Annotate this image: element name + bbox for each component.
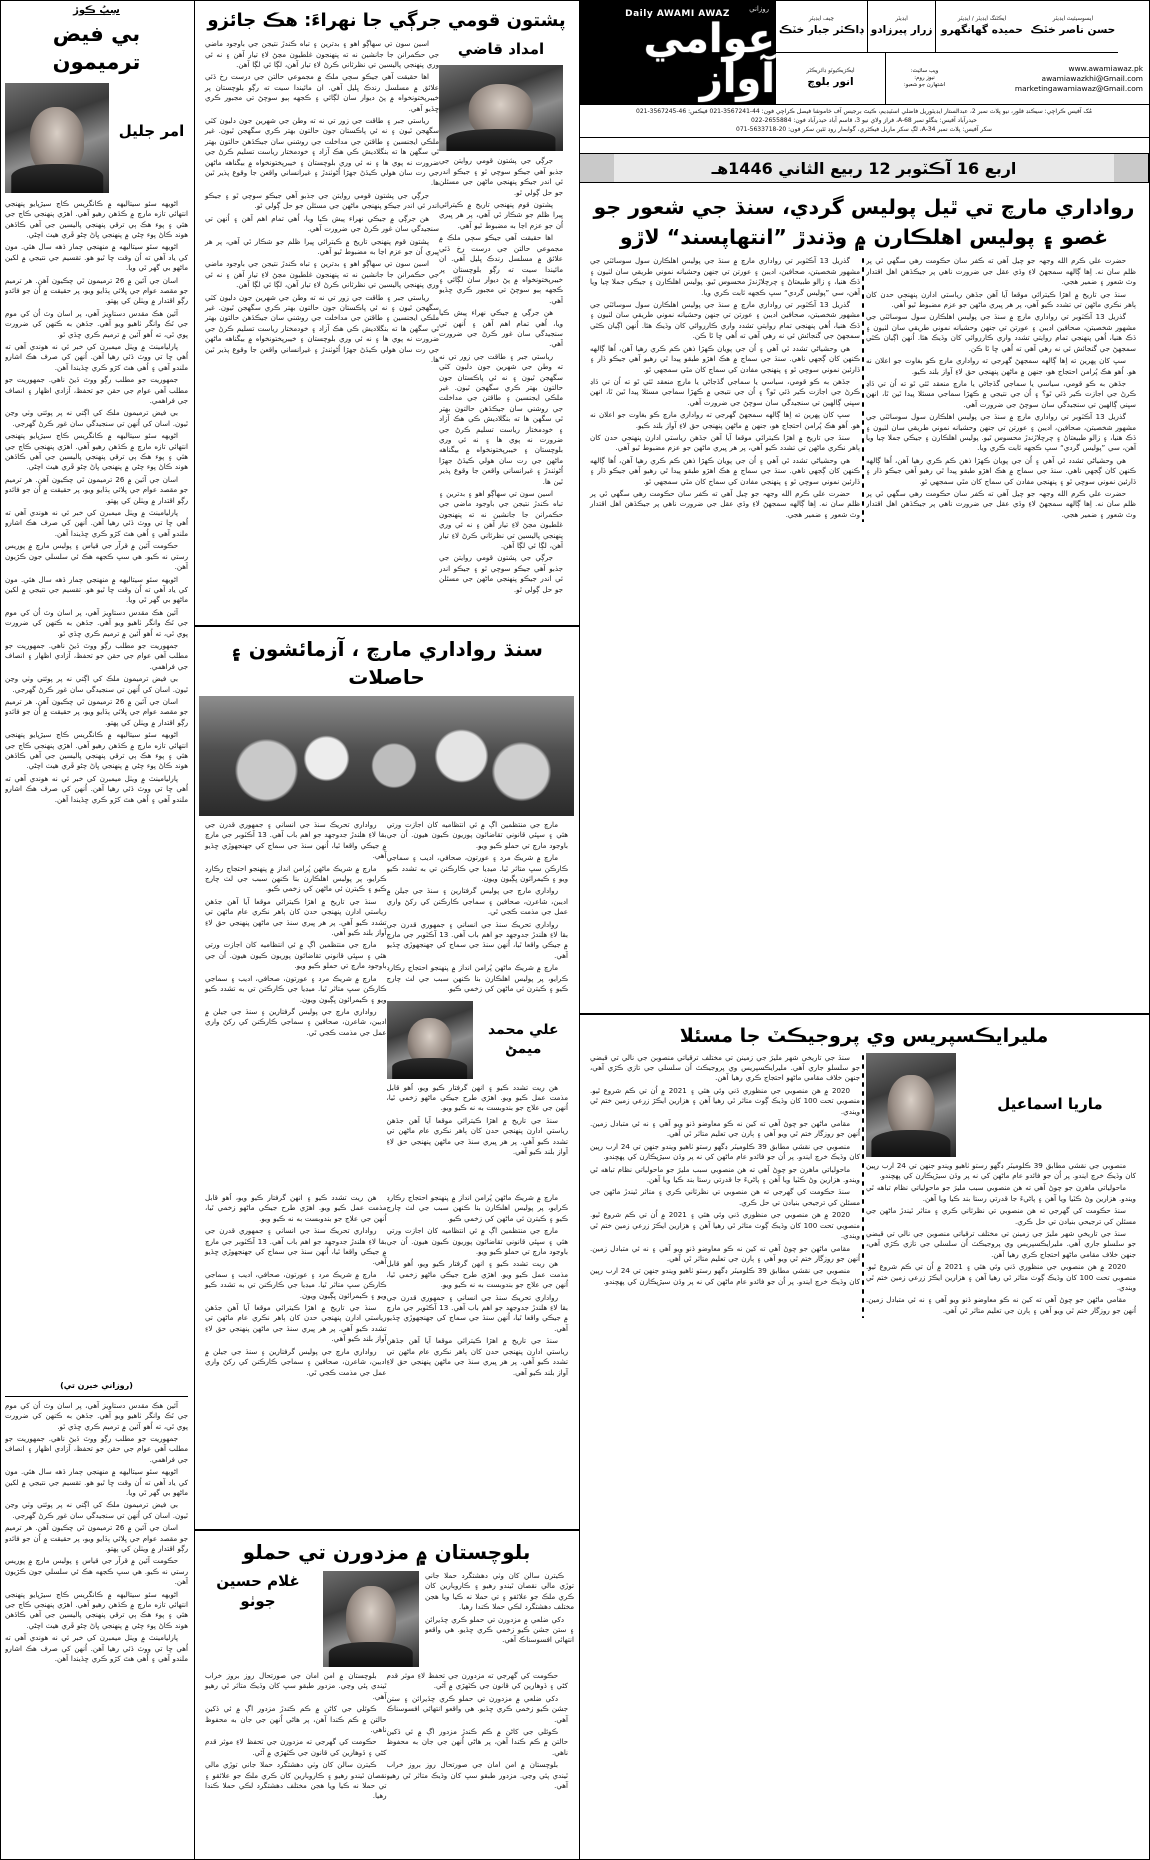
lead-body-col-right xyxy=(584,256,860,522)
secondary-byline: ماريا اسماعيل xyxy=(997,1095,1103,1114)
secondary-story xyxy=(579,1013,1149,1318)
lead-para: سڀ کان پهرين ته اِها ڳالهه سمجهڻ گهرجي ته رواداري مارچ ڪو بغاوت جو اعلان نه هو. اُهو هڪ پُرامن احتجاج هو، جنهن ۾ ماڻهن پنهنجي حق لاءِ آواز بلند ڪيو. xyxy=(590,410,860,430)
staff-role-label: چيف ايڊيٽر xyxy=(808,15,834,22)
secondary-para: منصوبي جي نقشي مطابق 39 ڪلوميٽر ڊگهو رستو ٺاهيو ويندو جنهن تي 24 ارب رپين کان وڌيڪ خرچ ايندو. پر اُن جو فائدو عام ماڻهن کي نه پر وڏن سيڙپڪارن کي پهچندو. xyxy=(866,1160,1136,1180)
staff-executive-director xyxy=(775,53,885,105)
logo-english-name: Daily AWAMI AWAZ xyxy=(625,9,730,19)
middle-top-para: پشتون قوم پنهنجي تاريخ ۾ ڪيترائي ڀيرا ظلم جو شڪار ٿي آهي، پر هر ڀيري اُن جو عزم اڃا به مضبوط ٿيو آهي. xyxy=(205,236,439,256)
secondary-para: سنڌ حڪومت کي گهرجي ته هن منصوبي تي نظرثاني ڪري ۽ متاثر ٿيندڙ ماڻهن جي مسئلن کي ترجيحي بنيادن تي حل ڪري. xyxy=(866,1206,1136,1226)
logo-arabic-name: عوامي آواز xyxy=(643,15,775,102)
secondary-para: 2020 ۾ هن منصوبي جي منظوري ڏني وئي هئي ۽ 2021 ۾ اُن تي ڪم شروع ٿيو. منصوبي تحت 100 کان وڌيڪ ڳوٺ متاثر ٿي رهيا آهن ۽ هزارين ايڪڙ زرعي زمين ختم ٿي ويندي. xyxy=(866,1262,1136,1293)
column-rule-b-c xyxy=(194,1,195,1860)
contact-labels xyxy=(885,53,963,105)
middle-mid-para: مارچ جي منتظمين اڳ ۾ ئي انتظاميه کان اجازت ورتي هئي ۽ سڀئي قانوني تقاضائون پوريون ڪيون هيون. اُن جي باوجود مارچ تي حملو ڪيو ويو. xyxy=(205,940,387,971)
office-addresses xyxy=(579,105,1149,138)
middle-top-body-right xyxy=(199,39,439,597)
middle-cont-para: رواداري تحريڪ سنڌ جي انساني ۽ جمهوري قدرن جي بقا لاءِ هلندڙ جدوجهد جو اهم باب آهي. 13 آڪٽوبر جي مارچ ۾ جيڪي واقعا ٿيا، اُنهن سنڌ جي سماج کي جھنجھوڙي ڇڏيو آهي. xyxy=(205,1226,387,1267)
secondary-headline: مليرايڪسپريس وي پروجيڪٽ جا مسئلا xyxy=(679,1025,1049,1047)
middle-top-para: رياستي جبر ۽ طاقت جي زور تي نه ته وطن جي شهرين جون دليون کٽي سگهجن ٿيون ۽ نه ئي پاڪستان جون حالتون بهتر ڪري سگهجن ٿيون. غير ملڪي ايجنسين ۽ طاقتن جي مداخلت جي روشني سان جيڪڏهن حالتون بهتر ٿي سگهن ها ته بنگلاديش ڪي هڪ آزاد ۽ خودمختار رياست تسليم ڪرڻ جي ضرورت نه پوي ها ۽ نه ئي وري بلوچستان ۽ خيبرپختونخواه ۾ بيگناهه ماڻهن جي رت سان هولي ڪيڏڻ جهڙا اُڻوٺندڙ ۽ غيرانساني واقعن جا وقوع پذير ٿين ها. xyxy=(205,116,439,188)
bottom-para: بلوچستان ۾ امن امان جي صورتحال روز بروز خراب ٿيندي پئي وڃي. مزدور طبقو سڀ کان وڌيڪ متاثر ٿي رهيو آهي. xyxy=(386,1760,568,1791)
lead-para: جڏهن به ڪو قومي، سياسي يا سماجي گڏجاڻي يا مارچ منعقد ٿئي ٿو ته اُن تي ڏاڍ ڪرڻ جي اجازت ڪير ڏئي ٿو؟ ۽ اُن جي نتيجي ۾ ڪهڙا سماجي مسئلا پيدا ٿين ٿا، انهن سڀني ڳالهين تي سنجيدگي سان سوچڻ جي ضرورت آهي. xyxy=(866,378,1136,409)
bottom-para: حڪومت کي گهرجي ته مزدورن جي تحفظ لاءِ موثر قدم کڻي ۽ ڏوهارين کي قانون جي ڪٽهڙي ۾ آڻي. xyxy=(386,1671,568,1691)
bottom-story xyxy=(194,1529,579,1860)
bottom-para: ڪوئلي جي کاڻن ۾ ڪم ڪندڙ مزدور اڳ ۾ ئي ڏکين حالتن ۾ ڪم ڪندا آهن، پر هاڻي اُنهن جي جان به محفوظ ناهي. xyxy=(386,1727,568,1757)
lead-para: حضرت علي ڪرم الله وجهہ جو چيل آهي ته ڪفر سان حڪومت رهي سگهي ٿي پر ظلم سان نه. اِها ڳالهه سمجھڻ لاءِ وڏي عقل جي ضرورت ناهي پر جيڪڏهن اهل اقتدار وٽ شعور ۽ ضمير هجي. xyxy=(866,256,1136,287)
left-kicker: سِپُ ڪوڙ xyxy=(73,5,120,16)
left-para: اڻويهه سئو سيتاليهه ۾ منهنجي ڄمار ڏهه سال هئي. مون کي ياد آهي ته اُن وقت ڇا ٿيو هو. تقسيم جي نتيجي ۾ لکين ماڻهو بي گهر ٿي ويا. xyxy=(5,574,188,605)
left-para: اڻويهه سئو سيتاليهه ۾ ڪانگريس ڪاڄ سيڙپايو پنهنجي انتهائي تازه مارچ ۾ ڪڏهن رهيو آهي. اهڙي پنهنجي ڪاڄ جي هئي ۽ پوء هڪ ٻي ترقي پنهنجي پاليسين جي آهي ڪاڏهن هوند ڪاڻ پوء چڻي ۾ پنهنجي ڀاڻ چڻو ڦري هيٺ اچڻي. xyxy=(5,431,188,472)
middle-mid-para: رواداري مارچ جي پوليس گرفتارين ۽ سنڌ جي جيلن ۾ اديبن، شاعرن، صحافين ۽ سماجي ڪارڪنن کي رکڻ واري عمل جي مذمت ڪجي ٿي. xyxy=(386,886,568,917)
staff-role-label: ايڪٽنگ ايڊيٽر / ايڊيٽر xyxy=(957,15,1007,22)
left-cont-para: حڪومت آئين ۾ قرآر جي قياس ۽ پوليس مارچ ۾ پوريس رستي نه ڪيو. هي سڀ ڪجهه هڪ ئي سلسلي جون ڪڙيون آهن. xyxy=(5,1556,188,1587)
march-photo xyxy=(199,696,574,816)
left-cont-para: جمهوريت جو مطلب رڳو ووٽ ڏيڻ ناهي. جمهوريت جو مطلب آهي عوام جي حقن جو تحفظ، آزادي اظهار ۽ انصاف جي فراهمي. xyxy=(5,1433,188,1464)
secondary-para: 2020 ۾ هن منصوبي جي منظوري ڏني وئي هئي ۽ 2021 ۾ اُن تي ڪم شروع ٿيو. منصوبي تحت 100 کان وڌيڪ ڳوٺ متاثر ٿي رهيا آهن ۽ هزارين ايڪڙ زرعي زمين ختم ٿي ويندي. xyxy=(590,1085,860,1116)
staff-role-label: ايڪزيڪيوٽو ڊائريڪٽر xyxy=(806,67,855,74)
middle-mid-para: رواداري مارچ جي پوليس گرفتارين ۽ سنڌ جي جيلن ۾ اديبن، شاعرن، صحافين ۽ سماجي ڪارڪنن کي رکڻ واري عمل جي مذمت ڪجي ٿي. xyxy=(205,1006,387,1037)
bottom-body-left xyxy=(425,1571,574,1648)
contact-website-url[interactable]: www.awamiawaz.pk xyxy=(1068,63,1143,73)
secondary-body-col-left xyxy=(866,1161,1136,1319)
lead-para: سنڌ جي تاريخ ۾ اهڙا ڪيترائي موقعا آيا آهن جڏهن رياستي ادارن پنهنجي حدن کان ٻاهر نڪري ماڻهن تي تشدد ڪيو آهي، پر هر ڀيري ماڻهن جو عزم مضبوط ٿيو آهي. xyxy=(590,432,860,453)
left-source-note: (روزاني خبرن تي) xyxy=(60,1380,133,1390)
middle-mid-body-right xyxy=(199,820,387,1212)
contact-newsroom-email[interactable]: awamiawazkhi@Gmail.com xyxy=(1041,73,1143,83)
lead-para: سڀ کان پهرين ته اِها ڳالهه سمجهڻ گهرجي ته رواداري مارچ ڪو بغاوت جو اعلان نه هو. اُهو هڪ پُرامن احتجاج هو، جنهن ۾ ماڻهن پنهنجي حق لاءِ آواز بلند ڪيو. xyxy=(866,356,1136,376)
left-para: اڻويهه سئو سيتاليهه ۾ ڪانگريس ڪاڄ سيڙپايو پنهنجي انتهائي تازه مارچ ۾ ڪڏهن رهيو آهي. اهڙي پنهنجي ڪاڄ جي هئي ۽ پوء هڪ ٻي ترقي پنهنجي پاليسين جي آهي ڪاڏهن هوند ڪاڻ پوء چڻي ۾ پنهنجي ڀاڻ چڻو ڦري هيٺ اچڻي. xyxy=(5,730,188,771)
bottom-para: ڪوئلي جي کاڻن ۾ ڪم ڪندڙ مزدور اڳ ۾ ئي ڏکين حالتن ۾ ڪم ڪندا آهن، پر هاڻي اُنهن جي جان به محفوظ ناهي. xyxy=(205,1704,387,1735)
middle-top-author-photo xyxy=(439,65,563,151)
secondary-para: سنڌ جي تاريخي شهر مليرَ جي زمينن تي مختلف ترقياتي منصوبن جي نالي تي قبضي جو سلسلو جاري آهي. مليرايڪسپريس وي پروجيڪٽ اُن سلسلي جي تازي ڪڙي آهي، جنهن خلاف مقامي ماڻهو احتجاج ڪري رهيا آهن. xyxy=(866,1229,1136,1259)
middle-cont-para: سنڌ جي تاريخ ۾ اهڙا ڪيترائي موقعا آيا آهن جڏهن رياستي ادارن پنهنجي حدن کان ٻاهر نڪري عام ماڻهن تي تشدد ڪيو آهي. پر هر ڀيري سنڌ جي ماڻهن پنهنجي حق لاءِ آواز بلند ڪيو آهي. xyxy=(205,1303,387,1344)
middle-cont-para: مارچ ۾ شريڪ ماڻهن پُرامن انداز ۾ پنهنجو احتجاج رڪارڊ ڪرايو، پر پوليس اهلڪارن بنا ڪنهن سبب جي لٺ چارج ڪيو ۽ ڪيترن ئي ماڻهن کي زخمي ڪيو. xyxy=(386,1193,568,1223)
lead-body-col-left xyxy=(866,256,1142,522)
address-hyderabad: حيدرآباد آفيس: بنگلو نمبر A-68، فراز ولاي نيو 3، قاسم آباد حيدرآباد فون: 2655884-022 xyxy=(751,117,977,124)
middle-mid-para: سنڌ جي تاريخ ۾ اهڙا ڪيترائي موقعا آيا آهن جڏهن رياستي ادارن پنهنجي حدن کان ٻاهر نڪري عام ماڻهن تي تشدد ڪيو آهي. پر هر ڀيري سنڌ جي ماڻهن پنهنجي حق لاءِ آواز بلند ڪيو آهي. xyxy=(386,1115,568,1156)
left-column xyxy=(0,1,194,1831)
middle-top-para: اها حقيقت آهي جيڪو سڄي ملڪ ۾ مجموعي حالتن جي درست رخ ڏئي علائق ۾ مسلسل رندڪ ڀليل آهي. ان مائيندا سيت ته رڳو بلوچستان پر خيبرپختونخواه ۾ پڻ ديوار سان لڳائي ۽ ڪجهه ٻيو سوچڻ تي مجبور ڪري ڇڏيو آهي. xyxy=(439,233,563,305)
lead-para: هي وحشياڻي تشدد ٿي آهي ۽ اُن جي پويان ڪهڙا ذهن ڪم ڪري رهيا آهن، اُها ڳالهه ڪنهن کان ڳجھي ناهي. سنڌ جي سماج ۾ هڪ اهڙو طبقو پيدا ٿي رهيو آهي جيڪو ڌار ۽ ڌارئين نموني سوچي ٿو ۽ پنهنجي مفادن کي سماج کان مٿي سمجهي ٿو. xyxy=(590,455,860,486)
left-para: آئين هڪ مقدس دستاويز آهي، پر اسان وٽ اُن کي موم جي نَڪ وانگر ٺاهيو ويو آهي. جڏهن به ڪنهن کي ضرورت پوي ٿي، ته اُهو آئين ۾ ترميم ڪري ڇڏي ٿو. xyxy=(5,308,188,339)
middle-top-para: رياستي جبر ۽ طاقت جي زور تي نه ته وطن جي شهرين جون دليون کٽي سگهجن ٿيون ۽ نه ئي پاڪستان جون حالتون بهتر ڪري سگهجن ٿيون. غير ملڪي ايجنسين ۽ طاقتن جي مداخلت جي روشني سان جيڪڏهن حالتون بهتر ٿي سگهن ها ته بنگلاديش ڪي هڪ آزاد ۽ خودمختار رياست تسليم ڪرڻ جي ضرورت نه پوي ها ۽ نه ئي وري بلوچستان ۽ خيبرپختونخواه ۾ بيگناهه ماڻهن جي رت سان هولي ڪيڏڻ جهڙا اُڻوٺندڙ ۽ غيرانساني واقعن جا وقوع پذير ٿين ها. xyxy=(439,351,563,486)
middle-cont-para: مارچ جي منتظمين اڳ ۾ ئي انتظاميه کان اجازت ورتي هئي ۽ سڀئي قانوني تقاضائون پوريون ڪيون هيون. اُن جي باوجود مارچ تي حملو ڪيو ويو. xyxy=(386,1226,568,1257)
left-cont-para: اڻويهه سئو سيتاليهه ۾ ڪانگريس ڪاڄ سيڙپايو پنهنجي انتهائي تازه مارچ ۾ ڪڏهن رهيو آهي. اهڙي پنهنجي ڪاڄ جي هئي ۽ پوء هڪ ٻي ترقي پنهنجي پاليسين جي آهي ڪاڏهن هوند ڪاڻ پوء چڻي ۾ پنهنجي ڀاڻ چڻو ڦري هيٺ اچڻي. xyxy=(5,1589,188,1630)
bottom-body-col-right xyxy=(199,1671,387,1860)
staff-name-label: زرار پيرزادو xyxy=(870,23,933,36)
middle-cont-para: هن ريت تشدد ڪيو ۽ انهن گرفتار ڪيو ويو، اُهو قابل مذمت عمل ڪيو ويو. اهڙي طرح جيڪي ماڻهو زخمي ٿيا، اُنهن جي علاج جو بندوبست به نه ڪيو ويو. xyxy=(205,1193,387,1223)
left-cont-para: بي فيض ترميمون ملڪ کي اڳتي نه پر پوئتي وٺي وڃن ٿيون. اسان کي اُنهن تي سنجيدگي سان غور ڪرڻ گهرجي. xyxy=(5,1500,188,1520)
middle-mid-para: مارچ ۾ شريڪ ماڻهن پُرامن انداز ۾ پنهنجو احتجاج رڪارڊ ڪرايو، پر پوليس اهلڪارن بنا ڪنهن سبب جي لٺ چارج ڪيو ۽ ڪيترن ئي ماڻهن کي زخمي ڪيو. xyxy=(205,863,387,894)
middle-top-para: اها حقيقت آهي جيڪو سڄي ملڪ ۾ مجموعي حالتن جي درست رخ ڏئي علائق ۾ مسلسل رندڪ ڀليل آهي. ان مائيندا سيت ته رڳو بلوچستان پر خيبرپختونخواه ۾ پڻ ديوار سان لڳائي ۽ ڪجهه ٻيو سوچڻ تي مجبور ڪري ڇڏيو آهي. xyxy=(205,72,439,113)
secondary-para: مقامي ماڻهن جو چوڻ آهي ته کين نه ڪو معاوضو ڏنو ويو آهي ۽ نه ئي متبادل زمين. اُنهن جو روزگار ختم ٿي ويو آهي ۽ ٻارن جي تعليم متاثر ٿي آهي. xyxy=(590,1119,860,1139)
left-para: اسان جي آئين ۾ 26 ترميمون ٿي چڪيون آهن. هر ترميم جو مقصد عوام جي ڀلائي ٻڌايو ويو، پر حقيقت ۾ اُن جو فائدو رڳو اقتدار ۾ ويٺلن کي پهتو. xyxy=(5,275,188,306)
bottom-byline: غلام حسين جوٺو xyxy=(216,1572,300,1611)
left-cont-para: اسان جي آئين ۾ 26 ترميمون ٿي چڪيون آهن. هر ترميم جو مقصد عوام جي ڀلائي ٻڌايو ويو، پر حقيقت ۾ اُن جو فائدو رڳو اقتدار ۾ ويٺلن کي پهتو. xyxy=(5,1523,188,1553)
staff-name-label: انور بلوچ xyxy=(807,75,854,88)
left-headline: بي فيض ترميمون xyxy=(52,22,141,75)
bottom-para: ڪيترن سالن کان وٺي دهشتگرد حملا جاني توڙي مالي نقصان ٿيندو رهيو ۽ ڪاروبارين کان ڪري ملڪ جو علائقو ۽ تي حملا نه ڪيا ويا هجن مختلف دهشتگرد لڪي حملا ڪندا رهيا. xyxy=(205,1760,387,1801)
middle-top-headline: پشتون قومي جرڳي جا نهراءَ: هڪ جائزو xyxy=(207,10,566,31)
middle-mid-body-left xyxy=(387,820,569,997)
middle-top-para: اسين سون تي سهاڳو اهو ۽ بدترين ۽ تباه ڪندڙ نتيجن جي باوجود ماضي جي حڪمرانن جا جانشين نه ته پنهنجون غلطيون مڃڻ لاءِ تيار آهن ۽ نه ئي وري پنهنجي پاليسين تي نظرثاني ڪرڻ لاءِ تيار آهن، لڳا ئي لڳا آهن. xyxy=(205,39,439,69)
staff-role-label: ايڊيٽر xyxy=(895,15,908,22)
left-para: آئين هڪ مقدس دستاويز آهي، پر اسان وٽ اُن کي موم جي نَڪ وانگر ٺاهيو ويو آهي. جڏهن به ڪنهن کي ضرورت پوي ٿي، ته اُهو آئين ۾ ترميم ڪري ڇڏي ٿو. xyxy=(5,607,188,638)
secondary-body-col-right xyxy=(590,1053,860,1290)
date-bar-text: اربع 16 آڪٽوبر 12 ربيع الثاني 1446هـ xyxy=(614,154,1114,182)
lead-para: گذريل 13 آڪٽوبر تي رواداري مارچ ۾ سنڌ جي پوليس اهلڪارن سول سوسائٽي جي مشهور شخصيتن، صحافين اديبن ۽ عورتن تي جنهن وحشيانه نموني طريقي سان لٺيون ۽ ڌڪ هنيا، اُهي پنهنجي تمام روايتي تشدد واري ڪارروائي کان وڌيڪ هئا. اُنهن اڳيان ڪٿي سمجھڻ جي گنجائش ئي نه رهي آهي ته اُهي ڇا ٿا ڪن. xyxy=(590,300,860,341)
middle-top-para: جرڳي جي پشتون قومي روايتن جي جذبو آهي جيڪو سوچي ٿو ۽ جيڪو اندر ئي اندر جيڪو پنهنجي ماڻهن جي مسئلن جو حل ڳولي ٿو. xyxy=(205,190,439,211)
staff-name-label: ڊاڪٽر جبار خٽڪ xyxy=(779,23,864,36)
left-para: بي فيض ترميمون ملڪ کي اڳتي نه پر پوئتي وٺي وڃن ٿيون. اسان کي اُنهن تي سنجيدگي سان غور ڪرڻ گهرجي. xyxy=(5,408,188,428)
middle-cont-para: هن ريت تشدد ڪيو ۽ انهن گرفتار ڪيو ويو، اُهو قابل مذمت عمل ڪيو ويو. اهڙي طرح جيڪي ماڻهو زخمي ٿيا، اُنهن جي علاج جو بندوبست به نه ڪيو ويو. xyxy=(386,1259,568,1290)
logo-corner-text: روزاني xyxy=(749,5,769,13)
left-author-photo xyxy=(5,83,109,193)
lead-para: جڏهن به ڪو قومي، سياسي يا سماجي گڏجاڻي يا مارچ منعقد ٿئي ٿو ته اُن تي ڏاڍ ڪرڻ جي اجازت ڪير ڏئي ٿو؟ ۽ اُن جي نتيجي ۾ ڪهڙا سماجي مسئلا پيدا ٿين ٿا، انهن سڀني ڳالهين تي سنجيدگي سان سوچڻ جي ضرورت آهي. xyxy=(590,376,860,407)
secondary-author-photo xyxy=(866,1053,956,1157)
lead-para: سنڌ جي تاريخ ۾ اهڙا ڪيترائي موقعا آيا آهن جڏهن رياستي ادارن پنهنجي حدن کان ٻاهر نڪري ماڻهن تي تشدد ڪيو آهي، پر هر ڀيري ماڻهن جو عزم مضبوط ٿيو آهي. xyxy=(866,289,1136,310)
bottom-para: حڪومت کي گهرجي ته مزدورن جي تحفظ لاءِ موثر قدم کڻي ۽ ڏوهارين کي قانون جي ڪٽهڙي ۾ آڻي. xyxy=(205,1737,387,1757)
lead-para: حضرت علي ڪرم الله وجهہ جو چيل آهي ته ڪفر سان حڪومت رهي سگهي ٿي پر ظلم سان نه. اِها ڳالهه سمجھڻ لاءِ وڏي عقل جي ضرورت ناهي پر جيڪڏهن اهل اقتدار وٽ شعور ۽ ضمير هجي. xyxy=(590,488,860,519)
left-para: جمهوريت جو مطلب رڳو ووٽ ڏيڻ ناهي. جمهوريت جو مطلب آهي عوام جي حقن جو تحفظ، آزادي اظهار ۽ انصاف جي فراهمي. xyxy=(5,375,188,405)
bottom-para: ڪيترن سالن کان وٺي دهشتگرد حملا جاني توڙي مالي نقصان ٿيندو رهيو ۽ ڪاروبارين کان ڪري ملڪ جو علائقو ۽ تي حملا نه ڪيا ويا هجن مختلف دهشتگرد لڪي حملا ڪندا رهيا. xyxy=(425,1571,574,1612)
middle-mid-para: رواداري تحريڪ سنڌ جي انساني ۽ جمهوري قدرن جي بقا لاءِ هلندڙ جدوجهد جو اهم باب آهي. 13 آڪٽوبر جي مارچ ۾ جيڪي واقعا ٿيا، اُنهن سنڌ جي سماج کي جھنجھوڙي ڇڏيو آهي. xyxy=(205,820,387,861)
middle-mid-headline: سنڌ رواداري مارچ ، آزمائشون ۽ حاصلات xyxy=(230,637,543,689)
left-cont-para: آئين هڪ مقدس دستاويز آهي، پر اسان وٽ اُن کي موم جي نَڪ وانگر ٺاهيو ويو آهي. جڏهن به ڪنهن کي ضرورت پوي ٿي، ته اُهو آئين ۾ ترميم ڪري ڇڏي ٿو. xyxy=(5,1400,188,1431)
secondary-para: منصوبي جي نقشي مطابق 39 ڪلوميٽر ڊگهو رستو ٺاهيو ويندو جنهن تي 24 ارب رپين کان وڌيڪ خرچ ايندو. پر اُن جو فائدو عام ماڻهن کي نه پر وڏن سيڙپڪارن کي پهچندو. xyxy=(590,1266,860,1286)
middle-mid-para: مارچ ۾ شريڪ مرد ۽ عورتون، صحافي، اديب ۽ سماجي ڪارڪن سڀ متاثر ٿيا. ميڊيا جي ڪارڪنن تي به تشدد ڪيو ويو ۽ ڪيمرائون ڀڳيون ويون. xyxy=(386,853,568,884)
left-para: پارليامينٽ ۾ ويٺل ميمبرن کي خبر ئي نه هوندي آهي ته اُهي ڇا تي ووٽ ڏئي رهيا آهن. اُنهن کي صرف هڪ اشارو ملندو آهي ۽ اُهي هٿ کڙو ڪري ڇڏيندا آهن. xyxy=(5,341,188,372)
secondary-para: ماحولياتي ماهرن جو چوڻ آهي ته هن منصوبي سبب مليرَ جو ماحولياتي نظام تباهه ٿي ويندو. هزارين وڻ ڪٽيا ويا آهن ۽ پاڻيءَ جا قدرتي رستا بند ڪيا ويا آهن. xyxy=(590,1164,860,1185)
left-cont-para: پارليامينٽ ۾ ويٺل ميمبرن کي خبر ئي نه هوندي آهي ته اُهي ڇا تي ووٽ ڏئي رهيا آهن. اُنهن کي صرف هڪ اشارو ملندو آهي ۽ اُهي هٿ کڙو ڪري ڇڏيندا آهن. xyxy=(5,1633,188,1664)
middle-top-para: جرڳي جي پشتون قومي روايتن جي جذبو آهي جيڪو سوچي ٿو ۽ جيڪو اندر ئي اندر جيڪو پنهنجي ماڻهن جي مسئلن جو حل ڳولي ٿو. xyxy=(439,553,563,594)
middle-continuation xyxy=(194,1191,579,1511)
middle-mid-author-photo xyxy=(387,1001,473,1079)
contact-label-newsroom: نيوز روم: xyxy=(914,75,935,82)
address-sukkur: سکر آفيس: پلاٽ نمبر A-34، لڳ سکر ماربل فيڪٽري، گوابمار روڊ ٽئين سکر فون: 20-5633718-071 xyxy=(736,126,992,133)
lead-story xyxy=(579,187,1149,522)
contact-label-website: ويب سائيٽ: xyxy=(910,68,939,75)
middle-top-para: رياستي جبر ۽ طاقت جي زور تي نه ته وطن جي شهرين جون دليون کٽي سگهجن ٿيون ۽ نه ئي پاڪستان جون حالتون بهتر ڪري سگهجن ٿيون. غير ملڪي ايجنسين ۽ طاقتن جي مداخلت جي روشني سان جيڪڏهن حالتون بهتر ٿي سگهن ها ته بنگلاديش ڪي هڪ آزاد ۽ خودمختار رياست تسليم ڪرڻ جي ضرورت نه پوي ها ۽ نه ئي وري بلوچستان ۽ خيبرپختونخواه ۾ بيگناهه ماڻهن جي رت سان هولي ڪيڏڻ جهڙا اُڻوٺندڙ ۽ غيرانساني واقعن جا وقوع پذير ٿين ها. xyxy=(205,292,439,364)
left-story xyxy=(0,1,194,1831)
bottom-para: دکي ضلعي ۾ مزدورن تي حملو ڪري چڏيرائن ۽ ستن جشن ڪيو زخمي ڪري ڇڏيو. هي واقعو انتهائي افسوسناڪ آهي. xyxy=(425,1614,574,1645)
bottom-author-photo xyxy=(323,1571,419,1667)
middle-cont-para: سنڌ جي تاريخ ۾ اهڙا ڪيترائي موقعا آيا آهن جڏهن رياستي ادارن پنهنجي حدن کان ٻاهر نڪري عام ماڻهن تي تشدد ڪيو آهي. پر هر ڀيري سنڌ جي ماڻهن پنهنجي حق لاءِ آواز بلند ڪيو آهي. xyxy=(386,1336,568,1377)
address-karachi: مُک آفيس ڪراچي: سيڪنڊ فلور، نيو پلاٽ نمبر 2، عبدالستار ايڊيٽوريل فاضلي اسٽيڊيم، ڪيٿ برجيس آف خاموشا فيصل ڪراچي فون: 44-3567241-021 فيڪس: 46-3567245-021 xyxy=(636,108,1092,115)
masthead-contact-row xyxy=(775,53,1149,105)
bottom-body-col-left xyxy=(387,1671,575,1860)
date-bar-pad-right xyxy=(1114,154,1148,182)
secondary-para: ماحولياتي ماهرن جو چوڻ آهي ته هن منصوبي سبب مليرَ جو ماحولياتي نظام تباهه ٿي ويندو. هزارين وڻ ڪٽيا ويا آهن ۽ پاڻيءَ جا قدرتي رستا بند ڪيا ويا آهن. xyxy=(866,1183,1136,1203)
middle-top-body-left xyxy=(439,156,563,597)
left-para: اسان جي آئين ۾ 26 ترميمون ٿي چڪيون آهن. هر ترميم جو مقصد عوام جي ڀلائي ٻڌايو ويو، پر حقيقت ۾ اُن جو فائدو رڳو اقتدار ۾ ويٺلن کي پهتو. xyxy=(5,696,188,727)
bottom-para: بلوچستان ۾ امن امان جي صورتحال روز بروز خراب ٿيندي پئي وڃي. مزدور طبقو سڀ کان وڌيڪ متاثر ٿي رهيو آهي. xyxy=(205,1671,387,1701)
secondary-para: سنڌ جي تاريخي شهر مليرَ جي زمينن تي مختلف ترقياتي منصوبن جي نالي تي قبضي جو سلسلو جاري آهي. مليرايڪسپريس وي پروجيڪٽ اُن سلسلي جي تازي ڪڙي آهي، جنهن خلاف مقامي ماڻهو احتجاج ڪري رهيا آهن. xyxy=(590,1052,860,1083)
lead-para: گذريل 13 آڪٽوبر تي رواداري مارچ ۾ سنڌ جي پوليس اهلڪارن سول سوسائٽي جي مشهور شخصيتن، صحافين، اديبن ۽ عورتن تي جنهن وحشيانه نموني طريقي سان لٺيون ۽ ڌڪ هنيا، ۽ زالو طبيعتاڻ ۽ چرچلاڙندڙ محسوس ٿيو. پوليس اهلڪارن ۽ جيڪي جملا چيا ويا آهن، سي ”پوليس گردي“ سڀ ڪجهه ثابت ڪري ويا. xyxy=(590,256,860,297)
middle-top-para: هن جرڳي ۾ جيڪي نهراء پيش ڪيا ويا، اُهي تمام اهم آهن ۽ اُنهن تي سنجيدگي سان غور ڪرڻ جي ضرورت آهي. xyxy=(205,213,439,234)
secondary-para: مقامي ماڻهن جو چوڻ آهي ته کين نه ڪو معاوضو ڏنو ويو آهي ۽ نه ئي متبادل زمين. اُنهن جو روزگار ختم ٿي ويو آهي ۽ ٻارن جي تعليم متاثر ٿي آهي. xyxy=(866,1295,1136,1315)
staff-name-label: حسن ناصر خٽڪ xyxy=(1030,23,1116,36)
left-para: جمهوريت جو مطلب رڳو ووٽ ڏيڻ ناهي. جمهوريت جو مطلب آهي عوام جي حقن جو تحفظ، آزادي اظهار ۽ انصاف جي فراهمي. xyxy=(5,640,188,671)
middle-top-para: اسين سون تي سهاڳو اهو ۽ بدترين ۽ تباه ڪندڙ نتيجن جي باوجود ماضي جي حڪمرانن جا جانشين نه ته پنهنجون غلطيون مڃڻ لاءِ تيار آهن ۽ نه ئي وري پنهنجي پاليسين تي نظرثاني ڪرڻ لاءِ تيار آهن، لڳا ئي لڳا آهن. xyxy=(205,259,439,290)
middle-top-para: جرڳي جي پشتون قومي روايتن جي جذبو آهي جيڪو سوچي ٿو ۽ جيڪو اندر ئي اندر جيڪو پنهنجي ماڻهن جي مسئلن جو حل ڳولي ٿو. xyxy=(439,156,563,197)
middle-mid-body-left-wrap xyxy=(387,820,575,1212)
middle-cont-para: رواداري مارچ جي پوليس گرفتارين ۽ سنڌ جي جيلن ۾ اديبن، شاعرن، صحافين ۽ سماجي ڪارڪنن کي رکڻ واري عمل جي مذمت ڪجي ٿي. xyxy=(205,1346,387,1377)
middle-cont-para: مارچ ۾ شريڪ مرد ۽ عورتون، صحافي، اديب ۽ سماجي ڪارڪن سڀ متاثر ٿيا. ميڊيا جي ڪارڪنن تي به تشدد ڪيو ويو ۽ ڪيمرائون ڀڳيون ويون. xyxy=(205,1269,387,1300)
middle-mid-byline: علي محمد ميمڻ xyxy=(487,1021,559,1057)
staff-associate-editor xyxy=(1027,1,1118,53)
lead-headline: رواداري مارچ تي ٿيل پوليس گردي، سنڌ جي شعور جو غصو ۽ پوليس اهلڪارن ۾ وڌندڙ ”انتهاپسند“ لاڙو xyxy=(593,195,1135,249)
date-bar-pad-left xyxy=(580,154,614,182)
middle-cont-right xyxy=(199,1193,387,1511)
lead-para: گذريل 13 آڪٽوبر تي رواداري مارچ ۾ سنڌ جي پوليس اهلڪارن سول سوسائٽي جي مشهور شخصيتن، صحافين، اديبن ۽ عورتن تي جنهن وحشيانه نموني طريقي سان لٺيون ۽ ڌڪ هنيا، ۽ زالو طبيعتاڻ ۽ چرچلاڙندڙ محسوس ٿيو. پوليس اهلڪارن ۽ جيڪي جملا چيا ويا آهن، سي ”پوليس گردي“ سڀ ڪجهه ثابت ڪري ويا. xyxy=(866,412,1136,453)
staff-chief-editor xyxy=(775,1,867,53)
date-bar xyxy=(579,153,1149,183)
contact-label-ads: اشتهارن جو شعبو: xyxy=(903,82,946,89)
lead-para: هي وحشياڻي تشدد ٿي آهي ۽ اُن جي پويان ڪهڙا ذهن ڪم ڪري رهيا آهن، اُها ڳالهه ڪنهن کان ڳجھي ناهي. سنڌ جي سماج ۾ هڪ اهڙو طبقو پيدا ٿي رهيو آهي جيڪو ڌار ۽ ڌارئين نموني سوچي ٿو ۽ پنهنجي مفادن کي سماج کان مٿي سمجهي ٿو. xyxy=(590,343,860,374)
column-rule-a-b xyxy=(579,1,580,1860)
newspaper-logo xyxy=(579,1,775,104)
middle-cont-left xyxy=(387,1193,575,1511)
secondary-para: سنڌ حڪومت کي گهرجي ته هن منصوبي تي نظرثاني ڪري ۽ متاثر ٿيندڙ ماڻهن جي مسئلن کي ترجيحي بنيادن تي حل ڪري. xyxy=(590,1187,860,1207)
lead-para: هي وحشياڻي تشدد ٿي آهي ۽ اُن جي پويان ڪهڙا ذهن ڪم ڪري رهيا آهن، اُها ڳالهه ڪنهن کان ڳجھي ناهي. سنڌ جي سماج ۾ هڪ اهڙو طبقو پيدا ٿي رهيو آهي جيڪو ڌار ۽ ڌارئين نموني سوچي ٿو ۽ پنهنجي مفادن کي سماج کان مٿي سمجهي ٿو. xyxy=(866,455,1136,486)
left-para: پارليامينٽ ۾ ويٺل ميمبرن کي خبر ئي نه هوندي آهي ته اُهي ڇا تي ووٽ ڏئي رهيا آهن. اُنهن کي صرف هڪ اشارو ملندو آهي ۽ اُهي هٿ کڙو ڪري ڇڏيندا آهن. xyxy=(5,508,188,538)
middle-mid-body-left-cont xyxy=(387,1083,569,1160)
left-para: بي فيض ترميمون ملڪ کي اڳتي نه پر پوئتي وٺي وڃن ٿيون. اسان کي اُنهن تي سنجيدگي سان غور ڪرڻ گهرجي. xyxy=(5,674,188,694)
middle-top-story xyxy=(194,1,579,597)
staff-editor xyxy=(867,1,936,53)
left-para: حڪومت آئين ۾ قرآر جي قياس ۽ پوليس مارچ ۾ پوريس رستي نه ڪيو. هي سڀ ڪجهه هڪ ئي سلسلي جون ڪڙيون آهن. xyxy=(5,541,188,572)
lead-para: حضرت علي ڪرم الله وجهہ جو چيل آهي ته ڪفر سان حڪومت رهي سگهي ٿي پر ظلم سان نه. اِها ڳالهه سمجھڻ لاءِ وڏي عقل جي ضرورت ناهي پر جيڪڏهن اهل اقتدار وٽ شعور ۽ ضمير هجي. xyxy=(866,488,1136,519)
staff-row xyxy=(775,1,1149,53)
secondary-para: منصوبي جي نقشي مطابق 39 ڪلوميٽر ڊگهو رستو ٺاهيو ويندو جنهن تي 24 ارب رپين کان وڌيڪ خرچ ايندو. پر اُن جو فائدو عام ماڻهن کي نه پر وڏن سيڙپڪارن کي پهچندو. xyxy=(590,1141,860,1162)
middle-mid-para: سنڌ جي تاريخ ۾ اهڙا ڪيترائي موقعا آيا آهن جڏهن رياستي ادارن پنهنجي حدن کان ٻاهر نڪري عام ماڻهن تي تشدد ڪيو آهي. پر هر ڀيري سنڌ جي ماڻهن پنهنجي حق لاءِ آواز بلند ڪيو آهي. xyxy=(205,896,387,938)
bottom-headline: بلوچستان ۾ مزدورن تي حملو xyxy=(242,1540,531,1564)
left-body xyxy=(5,199,188,1379)
staff-role-label: ايسوسيئيٽ ايڊيٽر xyxy=(1052,15,1094,22)
left-para: اسان جي آئين ۾ 26 ترميمون ٿي چڪيون آهن. هر ترميم جو مقصد عوام جي ڀلائي ٻڌايو ويو، پر حقيقت ۾ اُن جو فائدو رڳو اقتدار ۾ ويٺلن کي پهتو. xyxy=(5,474,188,505)
middle-mid-para: رواداري تحريڪ سنڌ جي انساني ۽ جمهوري قدرن جي بقا لاءِ هلندڙ جدوجهد جو اهم باب آهي. 13 آڪٽوبر جي مارچ ۾ جيڪي واقعا ٿيا، اُنهن سنڌ جي سماج کي جھنجھوڙي ڇڏيو آهي. xyxy=(386,919,568,960)
middle-mid-story xyxy=(194,625,579,1212)
left-para: پارليامينٽ ۾ ويٺل ميمبرن کي خبر ئي نه هوندي آهي ته اُهي ڇا تي ووٽ ڏئي رهيا آهن. اُنهن کي صرف هڪ اشارو ملندو آهي ۽ اُهي هٿ کڙو ڪري ڇڏيندا آهن. xyxy=(5,773,188,804)
staff-name-label: حميده گهانگهرو xyxy=(941,23,1023,36)
left-para: اڻويهه سئو سيتاليهه ۾ ڪانگريس ڪاڄ سيڙپايو پنهنجي انتهائي تازه مارچ ۾ ڪڏهن رهيو آهي. اهڙي پنهنجي ڪاڄ جي هئي ۽ پوء هڪ ٻي ترقي پنهنجي پاليسين جي آهي ڪاڏهن هوند ڪاڻ پوء چڻي ۾ پنهنجي ڀاڻ چڻو ڦري هيٺ اچڻي. xyxy=(5,198,188,239)
middle-top-para: پشتون قوم پنهنجي تاريخ ۾ ڪيترائي ڀيرا ظلم جو شڪار ٿي آهي، پر هر ڀيري اُن جو عزم اڃا به مضبوط ٿيو آهي. xyxy=(439,200,563,230)
middle-top-para: هن جرڳي ۾ جيڪي نهراء پيش ڪيا ويا، اُهي تمام اهم آهن ۽ اُنهن تي سنجيدگي سان غور ڪرڻ جي ضرورت آهي. xyxy=(439,308,563,349)
secondary-para: 2020 ۾ هن منصوبي جي منظوري ڏني وئي هئي ۽ 2021 ۾ اُن تي ڪم شروع ٿيو. منصوبي تحت 100 کان وڌيڪ ڳوٺ متاثر ٿي رهيا آهن ۽ هزارين ايڪڙ زرعي زمين ختم ٿي ويندي. xyxy=(590,1210,860,1241)
lead-para: گذريل 13 آڪٽوبر تي رواداري مارچ ۾ سنڌ جي پوليس اهلڪارن سول سوسائٽي جي مشهور شخصيتن، صحافين اديبن ۽ عورتن تي جنهن وحشيانه نموني طريقي سان لٺيون ۽ ڌڪ هنيا، اُهي پنهنجي تمام روايتي تشدد واري ڪارروائي کان وڌيڪ هئا. اُنهن اڳيان ڪٿي سمجھڻ جي گنجائش ئي نه رهي آهي ته اُهي ڇا ٿا ڪن. xyxy=(866,312,1136,353)
contact-ads-email[interactable]: marketingawamiawaz@Gmail.com xyxy=(1014,83,1143,93)
middle-mid-para: مارچ ۾ شريڪ مرد ۽ عورتون، صحافي، اديب ۽ سماجي ڪارڪن سڀ متاثر ٿيا. ميڊيا جي ڪارڪنن تي به تشدد ڪيو ويو ۽ ڪيمرائون ڀڳيون ويون. xyxy=(205,973,387,1004)
left-para: اڻويهه سئو سيتاليهه ۾ منهنجي ڄمار ڏهه سال هئي. مون کي ياد آهي ته اُن وقت ڇا ٿيو هو. تقسيم جي نتيجي ۾ لکين ماڻهو بي گهر ٿي ويا. xyxy=(5,242,188,273)
secondary-para: مقامي ماڻهن جو چوڻ آهي ته کين نه ڪو معاوضو ڏنو ويو آهي ۽ نه ئي متبادل زمين. اُنهن جو روزگار ختم ٿي ويو آهي ۽ ٻارن جي تعليم متاثر ٿي آهي. xyxy=(590,1243,860,1263)
left-byline: امر جليل xyxy=(118,121,185,140)
masthead-staff-panel xyxy=(775,1,1149,104)
middle-column xyxy=(194,1,579,1801)
middle-mid-para: مارچ ۾ شريڪ ماڻهن پُرامن انداز ۾ پنهنجو احتجاج رڪارڊ ڪرايو، پر پوليس اهلڪارن بنا ڪنهن سبب جي لٺ چارج ڪيو ۽ ڪيترن ئي ماڻهن کي زخمي ڪيو. xyxy=(386,963,568,994)
lead-column-divider xyxy=(860,256,866,522)
contact-values xyxy=(963,53,1149,105)
bottom-para: دکي ضلعي ۾ مزدورن تي حملو ڪري چڏيرائن ۽ ستن جشن ڪيو زخمي ڪري ڇڏيو. هي واقعو انتهائي افسوسناڪ آهي. xyxy=(386,1693,568,1724)
masthead xyxy=(579,1,1149,105)
left-cont-para: اڻويهه سئو سيتاليهه ۾ منهنجي ڄمار ڏهه سال هئي. مون کي ياد آهي ته اُن وقت ڇا ٿيو هو. تقسيم جي نتيجي ۾ لکين ماڻهو بي گهر ٿي ويا. xyxy=(5,1467,188,1497)
middle-mid-para: مارچ جي منتظمين اڳ ۾ ئي انتظاميه کان اجازت ورتي هئي ۽ سڀئي قانوني تقاضائون پوريون ڪيون هيون. اُن جي باوجود مارچ تي حملو ڪيو ويو. xyxy=(386,820,568,850)
middle-top-byline: امداد قاضي xyxy=(457,40,545,59)
middle-cont-para: رواداري تحريڪ سنڌ جي انساني ۽ جمهوري قدرن جي بقا لاءِ هلندڙ جدوجهد جو اهم باب آهي. 13 آڪٽوبر جي مارچ ۾ جيڪي واقعا ٿيا، اُنهن سنڌ جي سماج کي جھنجھوڙي ڇڏيو آهي. xyxy=(386,1292,568,1333)
left-continuation xyxy=(5,1396,188,1831)
middle-mid-para: هن ريت تشدد ڪيو ۽ انهن گرفتار ڪيو ويو، اُهو قابل مذمت عمل ڪيو ويو. اهڙي طرح جيڪي ماڻهو زخمي ٿيا، اُنهن جي علاج جو بندوبست به نه ڪيو ويو. xyxy=(386,1082,568,1113)
middle-top-para: اسين سون تي سهاڳو اهو ۽ بدترين ۽ تباه ڪندڙ نتيجن جي باوجود ماضي جي حڪمرانن جا جانشين نه ته پنهنجون غلطيون مڃڻ لاءِ تيار آهن ۽ نه ئي وري پنهنجي پاليسين تي نظرثاني ڪرڻ لاءِ تيار آهن، لڳا ئي لڳا آهن. xyxy=(439,489,563,551)
staff-acting-editor xyxy=(935,1,1027,53)
